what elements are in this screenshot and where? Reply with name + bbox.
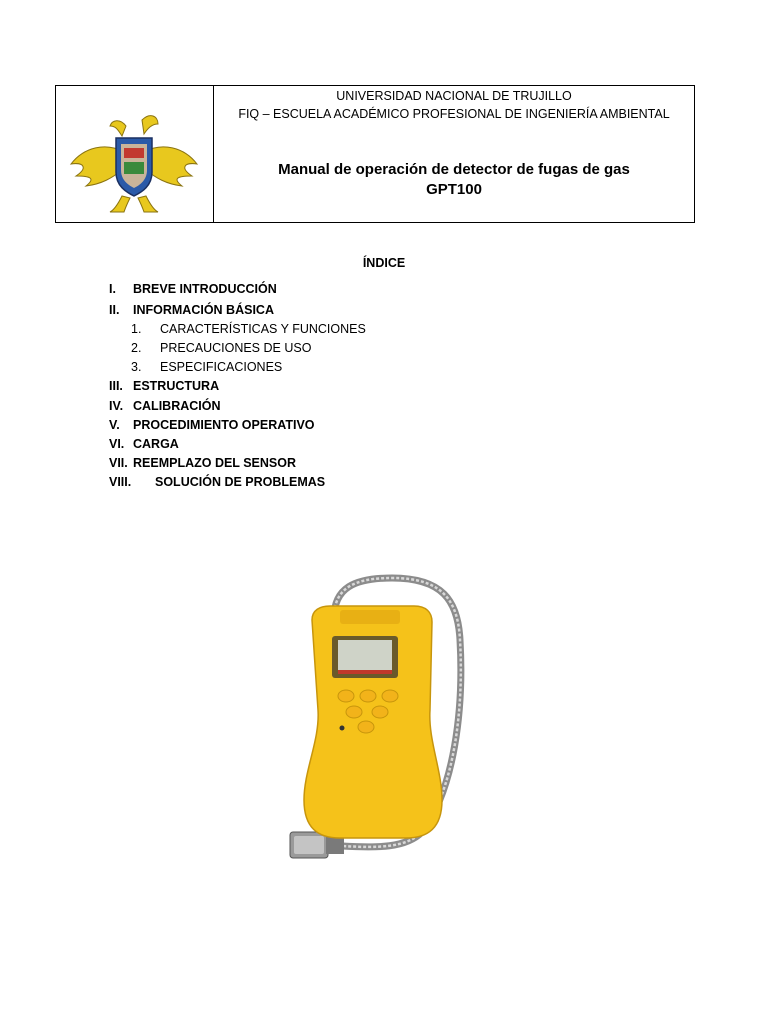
document-title <box>214 160 694 200</box>
toc-item-number: VII. <box>109 456 128 470</box>
toc-subitem-number: 2. <box>131 341 142 355</box>
title-cell <box>214 86 694 222</box>
toc-subitem-label: PRECAUCIONES DE USO <box>160 341 312 355</box>
toc-item-label: INFORMACIÓN BÁSICA <box>133 303 274 317</box>
logo-cell <box>56 86 214 222</box>
gas-leak-detector-icon <box>282 570 472 865</box>
gas-detector-image <box>282 570 472 870</box>
document-title-line1: Manual de operación de detector de fugas de gas <box>278 161 630 178</box>
toc-item-number: III. <box>109 379 123 393</box>
toc-item-number: V. <box>109 418 120 432</box>
toc-item-label: CALIBRACIÓN <box>133 399 221 413</box>
header-table <box>55 85 695 223</box>
toc-subitem-number: 1. <box>131 322 142 336</box>
toc-subitem-number: 3. <box>131 360 142 374</box>
toc-item-label: SOLUCIÓN DE PROBLEMAS <box>155 475 326 489</box>
document-title-line2: GPT100 <box>426 181 482 198</box>
toc-item-number: I. <box>109 282 116 296</box>
toc-item-label: REEMPLAZO DEL SENSOR <box>133 456 296 470</box>
toc-item-number: II. <box>109 303 120 317</box>
university-name: UNIVERSIDAD NACIONAL DE TRUJILLO <box>336 89 572 103</box>
toc-subitem-label: CARACTERÍSTICAS Y FUNCIONES <box>160 322 366 336</box>
school-name: FIQ – ESCUELA ACADÉMICO PROFESIONAL DE INGENIERÍA AMBIENTAL <box>238 107 670 121</box>
index-heading: ÍNDICE <box>362 256 406 270</box>
toc-item-label: BREVE INTRODUCCIÓN <box>133 282 277 296</box>
toc-item-label: PROCEDIMIENTO OPERATIVO <box>133 418 315 432</box>
toc-item-number: IV. <box>109 399 124 413</box>
university-crest-icon <box>66 112 202 216</box>
toc-item-label: ESTRUCTURA <box>133 379 220 393</box>
toc-item-label: CARGA <box>133 437 179 451</box>
toc-item-number: VIII. <box>109 475 132 489</box>
toc-subitem-label: ESPECIFICACIONES <box>160 360 283 374</box>
toc-item-number: VI. <box>109 437 125 451</box>
